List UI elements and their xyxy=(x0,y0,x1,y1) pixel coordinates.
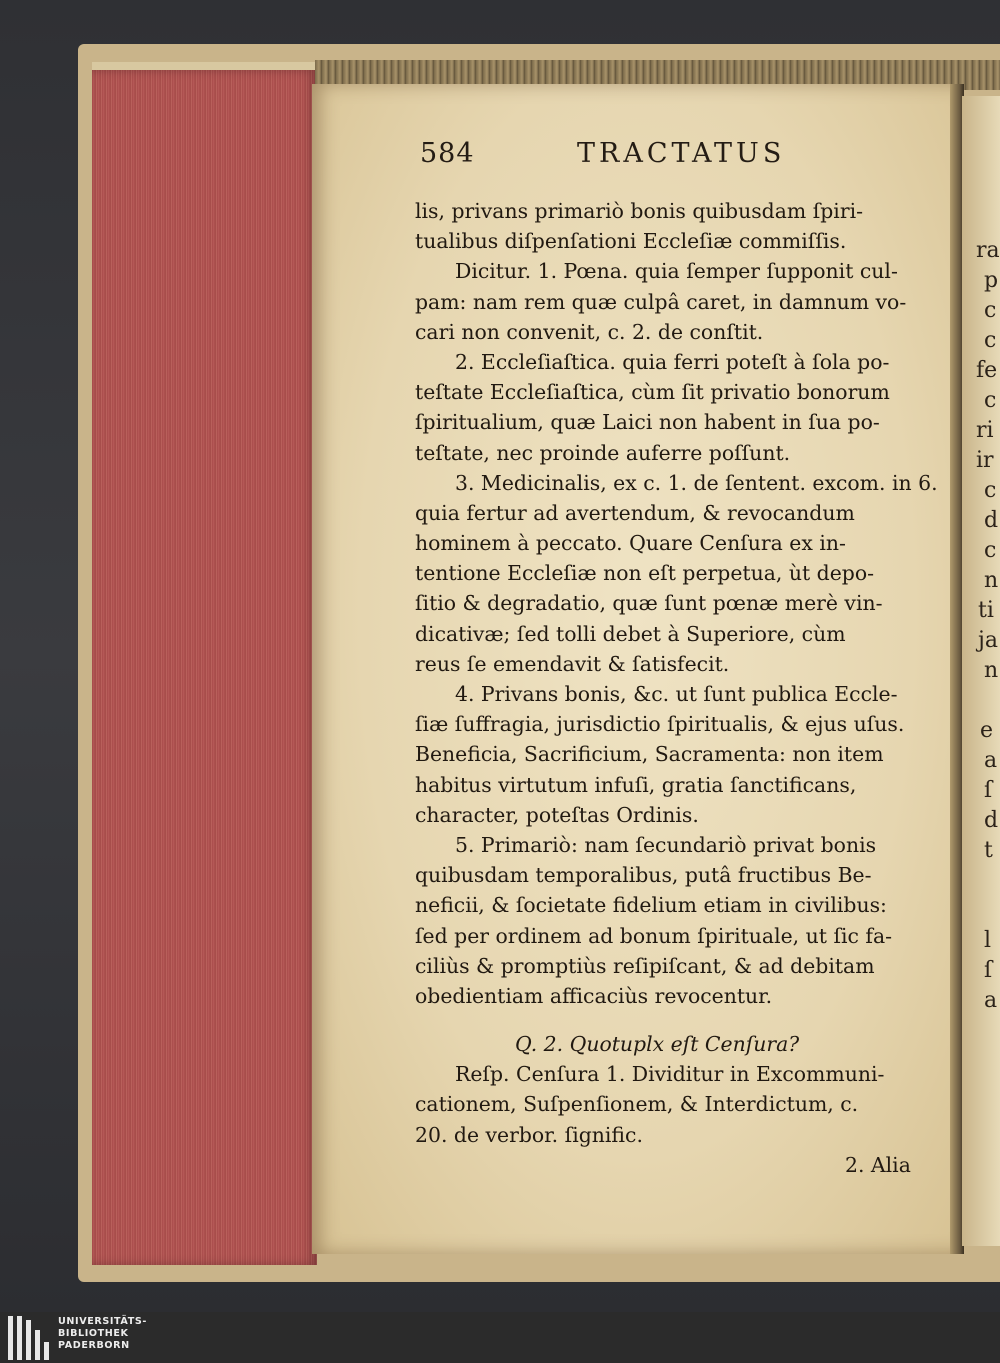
text-line: teſtate, nec proinde auferre poſſunt. xyxy=(415,440,791,465)
right-page-letter: c xyxy=(984,328,997,353)
right-page-letter: ir xyxy=(976,448,994,473)
library-name-line: PADERBORN xyxy=(58,1340,130,1351)
text-line: neficii, & ſocietate fidelium etiam in civilibus: xyxy=(415,893,887,918)
right-page-letter: l xyxy=(984,928,992,953)
text-line: character, poteſtas Ordinis. xyxy=(415,802,699,827)
library-name xyxy=(58,1316,147,1352)
right-page-letter: d xyxy=(984,808,999,833)
text-line: 4. Privans bonis, &c. ut ſunt publica Eccle- xyxy=(455,682,898,706)
text-line: Reſp. Cenſura 1. Dividitur in Excommuni- xyxy=(455,1062,885,1087)
right-page-letter: c xyxy=(984,538,997,563)
right-page-letter: c xyxy=(984,388,997,413)
text-line: Beneficia, Sacrificium, Sacramenta: non item xyxy=(415,742,884,767)
text-line: habitus virtutum infuſi, gratia ſanctificans, xyxy=(415,772,857,797)
red-page-edges xyxy=(92,70,317,1265)
right-page-letter: n xyxy=(984,658,999,683)
right-page-letter: fe xyxy=(976,358,998,383)
text-line: obedientiam afficaciùs revocentur. xyxy=(415,983,773,1008)
right-page-letter: a xyxy=(984,748,998,773)
text-line: quia fertur ad avertendum, & revocandum xyxy=(415,500,855,525)
text-line: cationem, Suſpenſionem, & Interdictum, c. xyxy=(415,1092,859,1117)
right-page-letter: ſ xyxy=(984,778,993,803)
question-heading: Q. 2. Quotuplx eſt Cenſura? xyxy=(515,1032,800,1057)
text-line: ſed per ordinem ad bonum ſpirituale, ut ſic fa- xyxy=(415,923,893,948)
text-line: cari non convenit, c. 2. de conſtit. xyxy=(415,319,764,344)
text-line: tualibus diſpenſationi Eccleſiæ commiſſis. xyxy=(415,229,847,254)
library-name-line: BIBLIOTHEK xyxy=(58,1328,129,1339)
right-page-fragment xyxy=(962,96,1000,1246)
right-page-letter: ſ xyxy=(984,958,993,983)
text-line: 2. Eccleſiaſtica. quia ferri poteſt à ſola po- xyxy=(455,349,890,374)
library-logo-icon xyxy=(8,1316,50,1360)
text-line: 5. Primariò: nam ſecundariò privat bonis xyxy=(455,832,877,857)
right-page-letter: n xyxy=(984,568,999,593)
text-line: tentione Eccleſiæ non eſt perpetua, ùt depo- xyxy=(415,561,874,586)
text-line: ciliùs & promptiùs reſipiſcant, & ad debitam xyxy=(415,953,875,978)
text-line: ſpiritualium, quæ Laici non habent in ſua po- xyxy=(415,410,880,435)
library-footer xyxy=(0,1312,1000,1363)
right-page-letter: e xyxy=(980,718,994,743)
right-page-letter: ja xyxy=(978,628,998,653)
text-line: hominem à peccato. Quare Cenſura ex in- xyxy=(415,531,846,556)
text-line: dicativæ; ſed tolli debet à Superiore, cùm xyxy=(415,621,846,646)
page-body-text xyxy=(415,196,938,1180)
right-page-letter: ri xyxy=(976,418,994,443)
text-line: quibusdam temporalibus, putâ fructibus Be- xyxy=(415,863,872,888)
right-page-letter: d xyxy=(984,508,999,533)
catchword: 2. Alia xyxy=(845,1152,911,1177)
text-line: 3. Medicinalis, ex c. 1. de ſentent. excom. in 6. xyxy=(455,470,938,495)
text-line: reus ſe emendavit & ſatisfecit. xyxy=(415,651,730,676)
right-page-letter: c xyxy=(984,478,997,503)
right-page-letter: a xyxy=(984,988,998,1013)
right-page-letter: p xyxy=(984,268,999,293)
text-line: ſiæ ſuffragia, jurisdictio ſpiritualis, & ejus uſus. xyxy=(415,712,905,737)
running-title: TRACTATUS xyxy=(577,138,786,169)
right-page-letter: ti xyxy=(978,598,994,623)
right-page-letter: t xyxy=(984,838,993,863)
text-line: 20. de verbor. ſignific. xyxy=(415,1122,643,1147)
right-page-letter: ra xyxy=(976,238,1000,263)
text-line: ſitio & degradatio, quæ ſunt pœnæ merè vin- xyxy=(415,591,883,616)
text-line: pam: nam rem quæ culpâ caret, in damnum vo- xyxy=(415,289,907,314)
text-line: Dicitur. 1. Pœna. quia ſemper ſupponit cul- xyxy=(455,259,898,284)
paragraph-gap xyxy=(415,1011,935,1029)
right-page-letter: c xyxy=(984,298,997,323)
text-line: lis, privans primariò bonis quibusdam ſpiri- xyxy=(415,199,863,223)
text-line: teſtate Eccleſiaſtica, cùm ſit privatio bonorum xyxy=(415,380,890,405)
page-header xyxy=(420,138,840,178)
library-name-line: UNIVERSITÄTS- xyxy=(58,1316,147,1327)
page-number: 584 xyxy=(420,138,475,169)
